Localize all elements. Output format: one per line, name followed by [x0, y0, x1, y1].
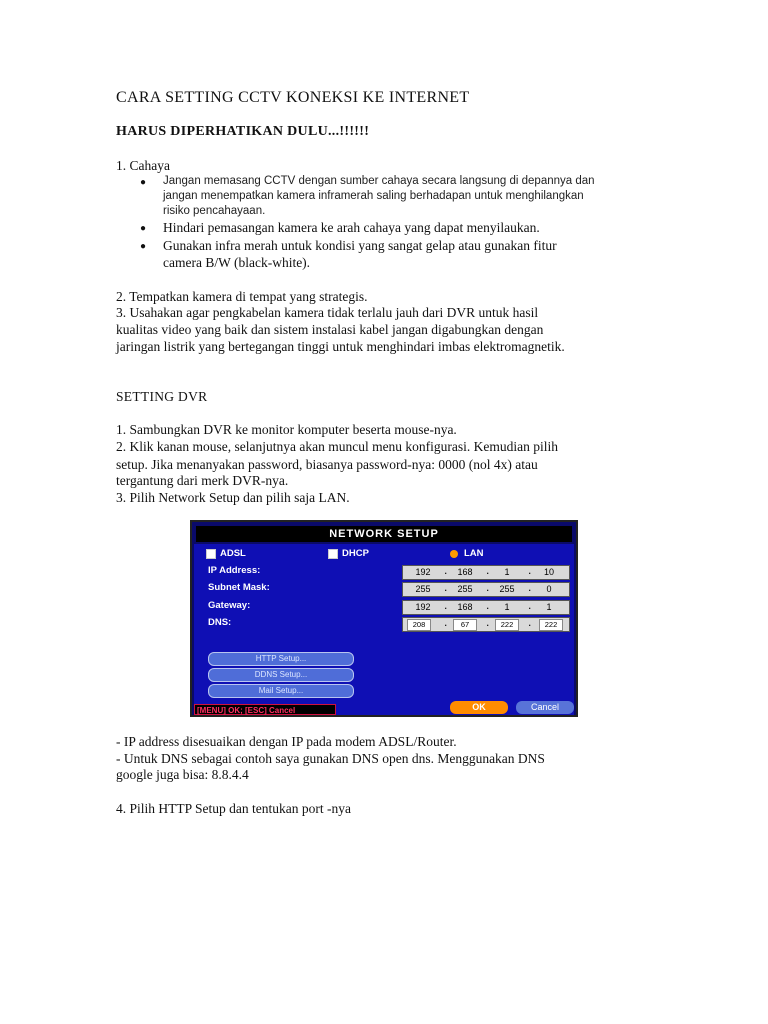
separator: .	[527, 567, 533, 577]
ok-button[interactable]: OK	[450, 701, 508, 714]
section-cahaya-heading: 1. Cahaya	[116, 158, 170, 173]
separator: .	[485, 584, 491, 594]
mail-setup-button[interactable]: Mail Setup...	[208, 684, 354, 698]
adsl-checkbox[interactable]	[206, 549, 216, 559]
separator: .	[443, 584, 449, 594]
note-line: - IP address disesuaikan dengan IP pada modem ADSL/Router.	[116, 734, 457, 749]
bullet-text: jangan menempatkan kamera inframerah saling berhadapan untuk menghilangkan	[163, 190, 584, 202]
bullet-text: camera B/W (black-white).	[163, 255, 311, 270]
paragraph-line: 2. Tempatkan kamera di tempat yang strategis.	[116, 289, 368, 304]
setting-dvr-heading: SETTING DVR	[116, 389, 208, 404]
ddns-setup-button[interactable]: DDNS Setup...	[208, 668, 354, 682]
dns-octet: 208	[407, 619, 431, 631]
separator: .	[485, 567, 491, 577]
bullet-text: Gunakan infra merah untuk kondisi yang sangat gelap atau gunakan fitur	[163, 238, 557, 253]
dns-field[interactable]	[402, 617, 570, 632]
dns-octet: 222	[539, 619, 563, 631]
octet: 1	[546, 602, 552, 612]
http-setup-button[interactable]: HTTP Setup...	[208, 652, 354, 666]
ip-address-field[interactable]	[402, 565, 570, 580]
bullet-text: Hindari pemasangan kamera ke arah cahaya yang dapat menyilaukan.	[163, 220, 540, 235]
note-line: google juga bisa: 8.8.4.4	[116, 767, 249, 782]
dns-label: DNS:	[208, 617, 232, 628]
dvr-panel	[194, 544, 574, 715]
page-title: CARA SETTING CCTV KONEKSI KE INTERNET	[116, 89, 470, 106]
dns-octet: 222	[495, 619, 519, 631]
step-line: 3. Pilih Network Setup dan pilih saja LAN.	[116, 490, 350, 505]
paragraph-line: jaringan listrik yang bertegangan tinggi untuk menghindari imbas elektromagnetik.	[116, 339, 565, 354]
octet: 0	[546, 584, 552, 594]
cancel-button[interactable]: Cancel	[516, 701, 574, 714]
bullet-icon: ●	[140, 223, 147, 234]
octet: 255	[457, 584, 473, 594]
adsl-label: ADSL	[220, 548, 246, 559]
octet: 168	[457, 567, 473, 577]
bullet-icon: ●	[140, 177, 147, 188]
subnet-mask-field[interactable]	[402, 582, 570, 597]
bullet-icon: ●	[140, 241, 147, 252]
step-line: setup. Jika menanyakan password, biasanya password-nya: 0000 (nol 4x) atau	[116, 457, 538, 472]
step-line: tergantung dari merk DVR-nya.	[116, 473, 289, 488]
dns-octet: 67	[453, 619, 477, 631]
octet: 1	[504, 567, 510, 577]
octet: 255	[499, 584, 515, 594]
separator: .	[443, 567, 449, 577]
octet: 1	[504, 602, 510, 612]
warning-heading: HARUS DIPERHATIKAN DULU...!!!!!!	[116, 124, 370, 139]
paragraph-line: kualitas video yang baik dan sistem instalasi kabel jangan digabungkan dengan	[116, 322, 544, 337]
dhcp-label: DHCP	[342, 548, 369, 559]
octet: 192	[415, 567, 431, 577]
octet: 10	[543, 567, 554, 577]
step-4-line: 4. Pilih HTTP Setup dan tentukan port -nya	[116, 801, 351, 816]
octet: 192	[415, 602, 431, 612]
note-line: - Untuk DNS sebagai contoh saya gunakan DNS open dns. Menggunakan DNS	[116, 751, 545, 766]
dvr-title: NETWORK SETUP	[196, 526, 572, 542]
bullet-text: Jangan memasang CCTV dengan sumber cahaya secara langsung di depannya dan	[163, 175, 595, 187]
lan-radio[interactable]	[450, 550, 458, 558]
ip-address-label: IP Address:	[208, 565, 261, 576]
dvr-network-setup-screenshot	[190, 520, 578, 717]
separator: .	[485, 602, 491, 612]
separator: .	[527, 602, 533, 612]
menu-hint: [MENU] OK; [ESC] Cancel	[194, 704, 336, 715]
lan-label: LAN	[464, 548, 484, 559]
paragraph-line: 3. Usahakan agar pengkabelan kamera tidak terlalu jauh dari DVR untuk hasil	[116, 305, 539, 320]
dhcp-checkbox[interactable]	[328, 549, 338, 559]
gateway-field[interactable]	[402, 600, 570, 615]
step-line: 2. Klik kanan mouse, selanjutnya akan muncul menu konfigurasi. Kemudian pilih	[116, 439, 559, 454]
separator: .	[443, 619, 449, 629]
octet: 168	[457, 602, 473, 612]
separator: .	[527, 619, 533, 629]
gateway-label: Gateway:	[208, 600, 251, 611]
bullet-text: risiko pencahayaan.	[163, 205, 266, 217]
octet: 255	[415, 584, 431, 594]
subnet-mask-label: Subnet Mask:	[208, 582, 270, 593]
separator: .	[443, 602, 449, 612]
separator: .	[485, 619, 491, 629]
separator: .	[527, 584, 533, 594]
step-line: 1. Sambungkan DVR ke monitor komputer beserta mouse-nya.	[116, 422, 457, 437]
